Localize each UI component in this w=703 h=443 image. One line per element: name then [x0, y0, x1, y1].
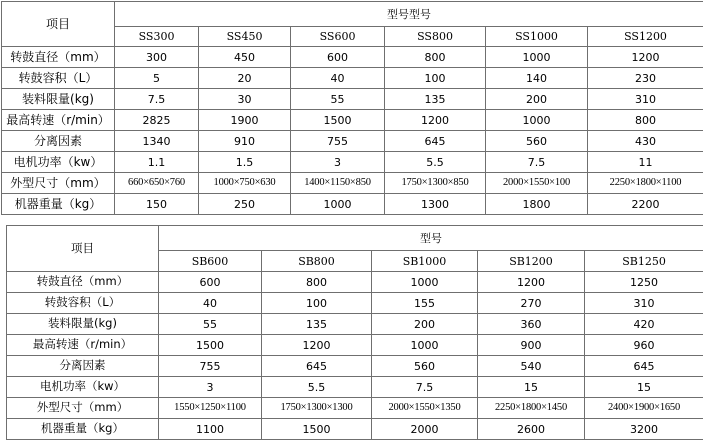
cell: 560: [486, 131, 588, 152]
table-row: [7, 314, 703, 335]
cell: 2600: [478, 419, 585, 440]
cell: 150: [115, 194, 199, 215]
model-header: SB800: [262, 251, 372, 272]
spec-table-ss: [1, 1, 703, 215]
cell: 3200: [585, 419, 703, 440]
cell: 1200: [385, 110, 486, 131]
model-header: SS1200: [588, 27, 703, 47]
table-row: [2, 89, 703, 110]
cell: 645: [585, 356, 703, 377]
cell: 645: [262, 356, 372, 377]
cell: 800: [385, 47, 486, 68]
model-header: SS450: [199, 27, 291, 47]
row-label: 转鼓直径（mm）: [2, 47, 115, 68]
cell: 1500: [291, 110, 385, 131]
cell: 7.5: [372, 377, 478, 398]
row-label: 装料限量(kg): [2, 89, 115, 110]
cell: 1.5: [199, 152, 291, 173]
cell: 1250: [585, 272, 703, 293]
cell: 140: [486, 68, 588, 89]
cell: 1750×1300×1300: [262, 398, 372, 419]
cell: 2000×1550×100: [486, 173, 588, 194]
cell: 15: [478, 377, 585, 398]
row-label: 分离因素: [2, 131, 115, 152]
cell: 135: [262, 314, 372, 335]
cell: 1000: [372, 335, 478, 356]
cell: 270: [478, 293, 585, 314]
cell: 55: [159, 314, 262, 335]
model-header: SB1000: [372, 251, 478, 272]
table-row: [2, 152, 703, 173]
table-row: [7, 398, 703, 419]
table-row: [2, 194, 703, 215]
cell: 450: [199, 47, 291, 68]
row-label: 装料限量(kg): [7, 314, 159, 335]
cell: 1200: [262, 335, 372, 356]
cell: 2000: [372, 419, 478, 440]
cell: 900: [478, 335, 585, 356]
cell: 7.5: [115, 89, 199, 110]
cell: 420: [585, 314, 703, 335]
model-header: SS300: [115, 27, 199, 47]
cell: 800: [588, 110, 703, 131]
cell: 1400×1150×850: [291, 173, 385, 194]
cell: 1000: [486, 110, 588, 131]
cell: 1750×1300×850: [385, 173, 486, 194]
row-label: 转鼓直径（mm）: [7, 272, 159, 293]
table-row: [2, 47, 703, 68]
cell: 755: [159, 356, 262, 377]
row-label: 分离因素: [7, 356, 159, 377]
table-row: [7, 272, 703, 293]
cell: 20: [199, 68, 291, 89]
model-header: SB600: [159, 251, 262, 272]
model-header: SS1000: [486, 27, 588, 47]
spec-table-sb: [6, 225, 703, 440]
cell: 11: [588, 152, 703, 173]
cell: 645: [385, 131, 486, 152]
model-header: SB1200: [478, 251, 585, 272]
cell: 200: [372, 314, 478, 335]
cell: 310: [588, 89, 703, 110]
cell: 1200: [478, 272, 585, 293]
cell: 1500: [159, 335, 262, 356]
cell: 1000: [372, 272, 478, 293]
cell: 300: [115, 47, 199, 68]
cell: 5.5: [262, 377, 372, 398]
cell: 540: [478, 356, 585, 377]
cell: 960: [585, 335, 703, 356]
cell: 200: [486, 89, 588, 110]
cell: 310: [585, 293, 703, 314]
table-row: [7, 335, 703, 356]
header-label: 项目: [7, 226, 159, 272]
row-label: 最高转速（r/min）: [2, 110, 115, 131]
table-row: [2, 110, 703, 131]
table-row: [2, 68, 703, 89]
cell: 135: [385, 89, 486, 110]
row-label: 外型尺寸（mm）: [2, 173, 115, 194]
cell: 2400×1900×1650: [585, 398, 703, 419]
cell: 1.1: [115, 152, 199, 173]
cell: 40: [291, 68, 385, 89]
cell: 155: [372, 293, 478, 314]
cell: 755: [291, 131, 385, 152]
cell: 800: [262, 272, 372, 293]
table-row: [2, 131, 703, 152]
cell: 910: [199, 131, 291, 152]
table-row: [7, 419, 703, 440]
group-header: 型号型号: [115, 2, 703, 27]
cell: 230: [588, 68, 703, 89]
model-header: SS600: [291, 27, 385, 47]
table-row: [7, 356, 703, 377]
cell: 55: [291, 89, 385, 110]
cell: 1340: [115, 131, 199, 152]
row-label: 机器重量（kg）: [7, 419, 159, 440]
cell: 100: [385, 68, 486, 89]
cell: 600: [159, 272, 262, 293]
cell: 1900: [199, 110, 291, 131]
cell: 1000: [486, 47, 588, 68]
cell: 600: [291, 47, 385, 68]
cell: 15: [585, 377, 703, 398]
row-label: 电机功率（kw）: [7, 377, 159, 398]
group-header: 型号: [159, 226, 703, 251]
model-header: SB1250: [585, 251, 703, 272]
cell: 3: [159, 377, 262, 398]
cell: 5.5: [385, 152, 486, 173]
cell: 1000: [291, 194, 385, 215]
cell: 1550×1250×1100: [159, 398, 262, 419]
cell: 1500: [262, 419, 372, 440]
table-row: [2, 173, 703, 194]
cell: 1800: [486, 194, 588, 215]
row-label: 转鼓容积（L）: [2, 68, 115, 89]
cell: 1100: [159, 419, 262, 440]
cell: 7.5: [486, 152, 588, 173]
cell: 430: [588, 131, 703, 152]
cell: 1300: [385, 194, 486, 215]
cell: 1000×750×630: [199, 173, 291, 194]
cell: 2825: [115, 110, 199, 131]
header-label: 项目: [2, 2, 115, 47]
cell: 2200: [588, 194, 703, 215]
row-label: 外型尺寸（mm）: [7, 398, 159, 419]
table-row: [7, 293, 703, 314]
cell: 360: [478, 314, 585, 335]
row-label: 最高转速（r/min）: [7, 335, 159, 356]
cell: 100: [262, 293, 372, 314]
model-header: SS800: [385, 27, 486, 47]
cell: 5: [115, 68, 199, 89]
cell: 250: [199, 194, 291, 215]
row-label: 电机功率（kw）: [2, 152, 115, 173]
cell: 3: [291, 152, 385, 173]
cell: 2250×1800×1100: [588, 173, 703, 194]
cell: 560: [372, 356, 478, 377]
cell: 2250×1800×1450: [478, 398, 585, 419]
cell: 660×650×760: [115, 173, 199, 194]
row-label: 机器重量（kg）: [2, 194, 115, 215]
cell: 30: [199, 89, 291, 110]
cell: 1200: [588, 47, 703, 68]
cell: 2000×1550×1350: [372, 398, 478, 419]
row-label: 转鼓容积（L）: [7, 293, 159, 314]
cell: 40: [159, 293, 262, 314]
table-row: [7, 377, 703, 398]
